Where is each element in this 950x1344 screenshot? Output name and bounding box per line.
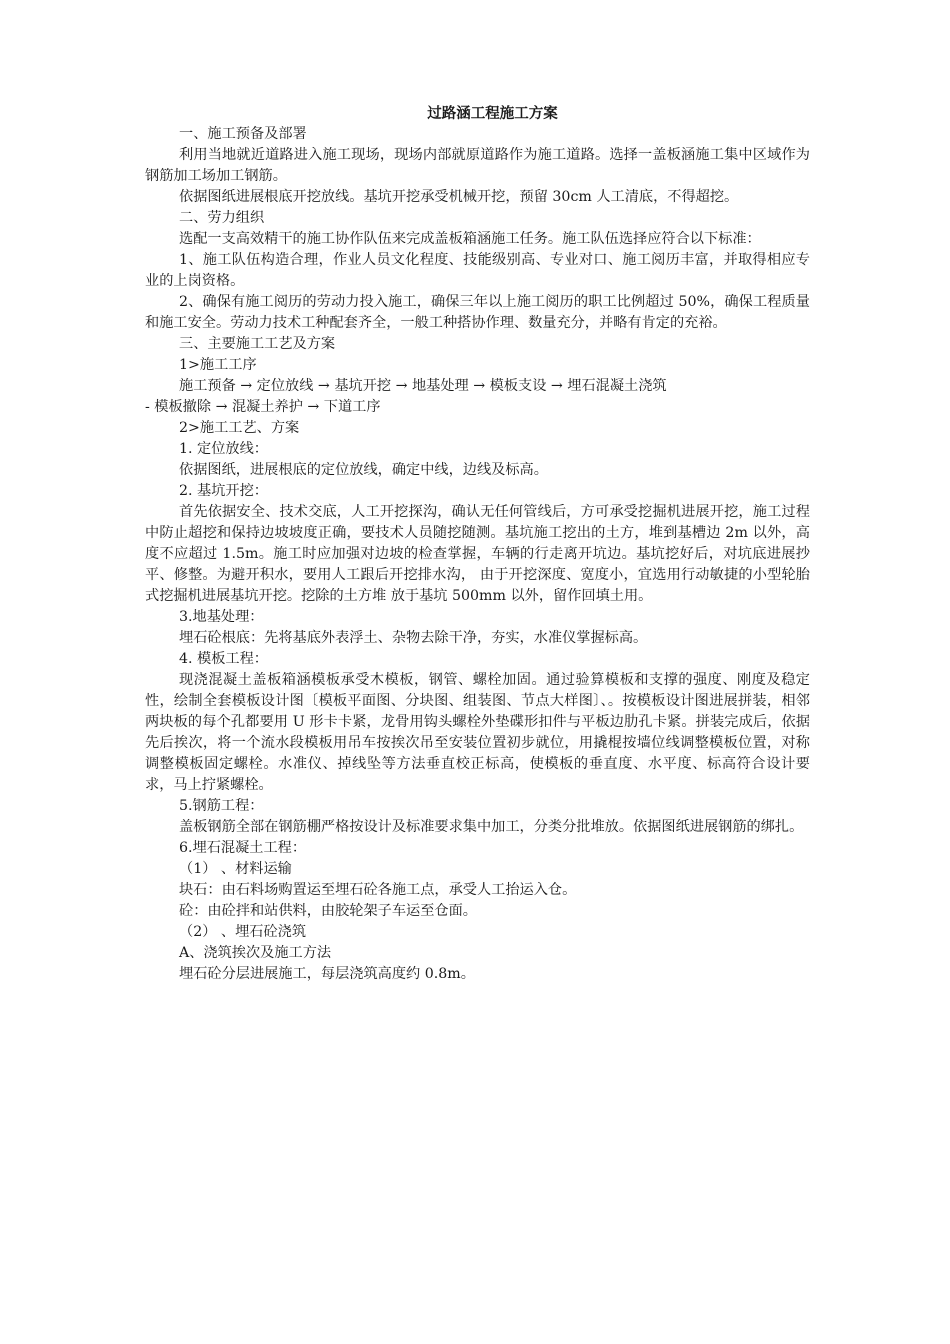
process-flow-line-2: - 模板撤除 → 混凝土养护 → 下道工序: [145, 399, 381, 415]
sub-item-heading: （2） 、埋石砼浇筑: [179, 924, 307, 940]
process-flow-line-1: 施工预备 → 定位放线 → 基坑开挖 → 地基处理 → 模板支设 → 埋石混凝土浇筑: [179, 378, 667, 394]
paragraph: 2、确保有施工阅历的劳动力投入施工，确保三年以上施工阅历的职工比例超过 50%，确保工程质量和施工安全。劳动力技术工种配套齐全，一般工种搭协作理、数量充分，并略有肯定的充裕。: [145, 294, 810, 331]
document-title: 过路涵工程施工方案: [427, 105, 558, 122]
paragraph: 利用当地就近道路进入施工现场，现场内部就原道路作为施工道路。选择一盖板涵施工集中区域作为钢筋加工场加工钢筋。: [145, 147, 810, 184]
paragraph: 块石：由石料场购置运至埋石砼各施工点，承受人工抬运入仓。: [179, 882, 577, 898]
item-heading: 4. 模板工程：: [179, 651, 268, 667]
item-heading: 5.钢筋工程：: [179, 798, 264, 814]
paragraph: 依据图纸，进展根底的定位放线，确定中线，边线及标高。: [179, 462, 548, 478]
paragraph: 埋石砼根底：先将基底外表浮土、杂物去除干净，夯实，水准仪掌握标高。: [179, 630, 648, 646]
paragraph: 依据图纸进展根底开挖放线。基坑开挖承受机械开挖，预留 30cm 人工清底，不得超挖。: [179, 189, 739, 205]
section-heading: 一、施工预备及部署: [179, 126, 307, 142]
item-heading: 3.地基处理：: [179, 609, 264, 625]
subsection-heading: 1>施工工序: [179, 357, 257, 373]
item-heading: 2. 基坑开挖：: [179, 483, 268, 499]
paragraph: 埋石砼分层进展施工，每层浇筑高度约 0.8m。: [179, 966, 475, 982]
subsection-heading: 2>施工工艺、方案: [179, 420, 300, 436]
paragraph: A、浇筑挨次及施工方法: [179, 945, 332, 961]
section-heading: 三、主要施工工艺及方案: [179, 336, 336, 352]
item-heading: 1. 定位放线：: [179, 441, 268, 457]
paragraph: 首先依据安全、技术交底，人工开挖探沟，确认无任何管线后，方可承受挖掘机进展开挖，施工过程中防止超挖和保持边坡坡度正确，要技术人员随挖随测。基坑施工挖出的土方，堆到基槽边 2m 以外，高度不应超过 1.5m。施工时应加强对边坡的检查掌握，车辆的行走离开坑边。基坑挖好后，对坑底进展抄平、修整。为避开积水，要用人工跟后开挖排水沟， 由于开挖深度、宽度小，宜选用行动敏捷的小型轮胎式挖掘机进展基坑开挖。挖除的土方堆 放于基坑 500mm 以外，留作回填土用。: [145, 504, 810, 604]
paragraph: 砼：由砼拌和站供料，由胶轮架子车运至仓面。: [179, 903, 477, 919]
paragraph: 盖板钢筋全部在钢筋棚严格按设计及标准要求集中加工，分类分批堆放。依据图纸进展钢筋的绑扎。: [179, 819, 804, 835]
paragraph: 选配一支高效精干的施工协作队伍来完成盖板箱涵施工任务。施工队伍选择应符合以下标准：: [179, 231, 761, 247]
paragraph: 1、施工队伍构造合理，作业人员文化程度、技能级别高、专业对口、施工阅历丰富，并取得相应专业的上岗资格。: [145, 252, 810, 289]
section-heading: 二、劳力组织: [179, 210, 265, 226]
paragraph: 现浇混凝土盖板箱涵模板承受木模板，钢管、螺栓加固。通过验算模板和支撑的强度、刚度及稳定性，绘制全套模板设计图〔模板平面图、分块图、组装图、节点大样图〕、。按模板设计图进展拼装，相邻两块板的每个孔都要用 U 形卡卡紧，龙骨用钩头螺栓外垫碟形扣件与平板边肋孔卡紧。拼装完成后，依据先后挨次，将一个流水段模板用吊车按挨次吊至安装位置初步就位，用撬棍按墙位线调整模板位置，对称调整模板固定螺栓。水准仪、掉线坠等方法垂直校正标高，使模板的垂直度、水平度、标高符合设计要求，马上拧紧螺栓。: [145, 672, 810, 793]
item-heading: 6.埋石混凝土工程：: [179, 840, 307, 856]
document-page: [145, 103, 810, 985]
sub-item-heading: （1） 、材料运输: [179, 861, 292, 877]
